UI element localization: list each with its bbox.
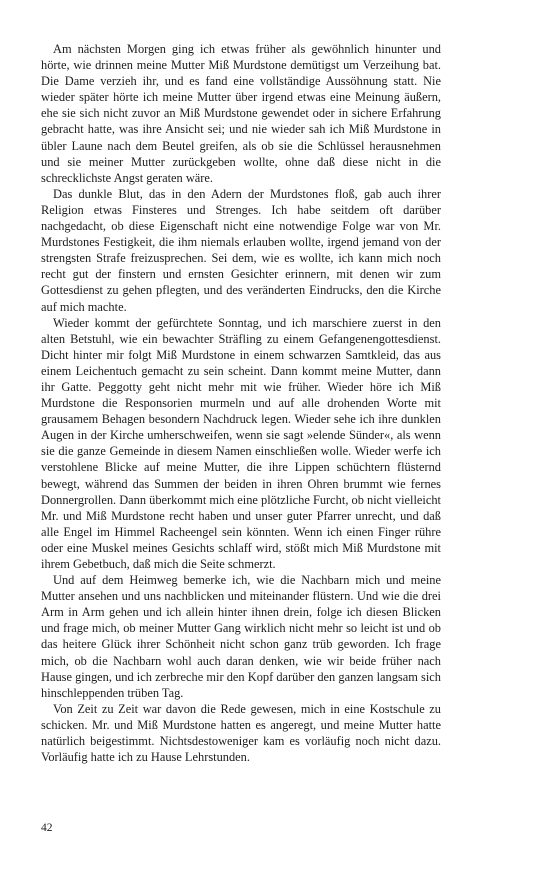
paragraph-4: Und auf dem Heimweg bemerke ich, wie die Nachbarn mich und meine Mutter ansehen und uns nachblicken und miteinander flüstern. Und wie die drei Arm in Arm gehen und ich allein hinter ihnen drein, folge ich diesen Blicken und frage mich, ob meiner Mutter Gang wirklich nicht mehr so leicht ist und ob das heitere Glück ihrer Schönheit nicht schon ganz trüb geworden. Ich frage mich, ob die Nachbarn wohl auch daran denken, wie wir beide früher nach Hause gingen, und ich zerbreche mir den Kopf darüber den ganzen langsam sich hinschleppenden trüben Tag. (41, 573, 441, 700)
paragraph-1: Am nächsten Morgen ging ich etwas früher als gewöhnlich hinunter und hörte, wie drinnen meine Mutter Miß Murdstone demütigst um Verzeihung bat. Die Dame verzieh ihr, und es fand eine vollständige Aussöhnung statt. Nie wieder später hörte ich meine Mutter über irgend etwas eine Meinung äußern, ehe sie sich nicht zuvor an Miß Murdstone gewendet oder in sichere Erfahrung gebracht hatte, was ihre Ansicht sei; und nie wieder sah ich Miß Murdstone in übler Laune nach dem Beutel greifen, als ob sie die Schlüssel herausnehmen und sie meiner Mutter zurückgeben wollte, ohne daß diese nicht in die schrecklichste Angst geraten wäre. (41, 42, 441, 185)
body-text (41, 41, 441, 765)
page-number: 42 (41, 822, 53, 834)
paragraph-5: Von Zeit zu Zeit war davon die Rede gewesen, mich in eine Kostschule zu schicken. Mr. und Miß Murdstone hatten es angeregt, und meine Mutter hatte natürlich beigestimmt. Nichtsdestoweniger kam es vorläufig noch nicht dazu. Vorläufig hatte ich zu Hause Lehrstunden. (41, 701, 441, 765)
paragraph-3: Wieder kommt der gefürchtete Sonntag, und ich marschiere zuerst in den alten Betstuhl, wie ein bewachter Sträfling zu einem Gefangenengottesdienst. Dicht hinter mir folgt Miß Murdstone in einem schwarzen Samtkleid, das aus einem Leichentuch gemacht zu sein scheint. Dann kommt meine Mutter, dann ihr Gatte. Peggotty geht nicht mehr mit wie früher. Wieder höre ich Miß Murdstone die Responsorien murmeln und auf alle drohenden Worte mit grausamem Behagen besondern Nachdruck legen. Wieder sehe ich ihre dunklen Augen in der Kirche umherschweifen, wenn sie sagt »elende Sünder«, als wenn sie die ganze Gemeinde in diesem Namen einschließen wolle. Wieder werfe ich verstohlene Blicke auf meine Mutter, die ihre Lippen schüchtern flüsternd bewegt, während das Summen der beiden in ihren Ohren brummt wie fernes Donnergrollen. Dann überkommt mich eine plötzliche Furcht, ob nicht vielleicht Mr. und Miß Murdstone recht haben und unser guter Pfarrer unrecht, und daß alle Engel im Himmel Racheengel sein könnten. Wenn ich einen Finger rühre oder eine Muskel meines Gesichts schlaff wird, stößt mich Miß Murdstone mit ihrem Gebetbuch, daß mich die Seite schmerzt. (41, 315, 441, 571)
paragraph-2: Das dunkle Blut, das in den Adern der Murdstones floß, gab auch ihrer Religion etwas Finsteres und Strenges. Ich habe seitdem oft darüber nachgedacht, ob diese Eigenschaft nicht eine notwendige Folge war von Mr. Murdstones Festigkeit, die ihm niemals erlauben wollte, irgend jemand von der strengsten Strafe freizusprechen. Sei dem, wie es wollte, ich kann mich noch recht gut der finstern und ernsten Gesichter erinnern, mit denen wir zum Gottesdienst zu gehen pflegten, und des veränderten Eindrucks, den die Kirche auf mich machte. (41, 186, 441, 314)
